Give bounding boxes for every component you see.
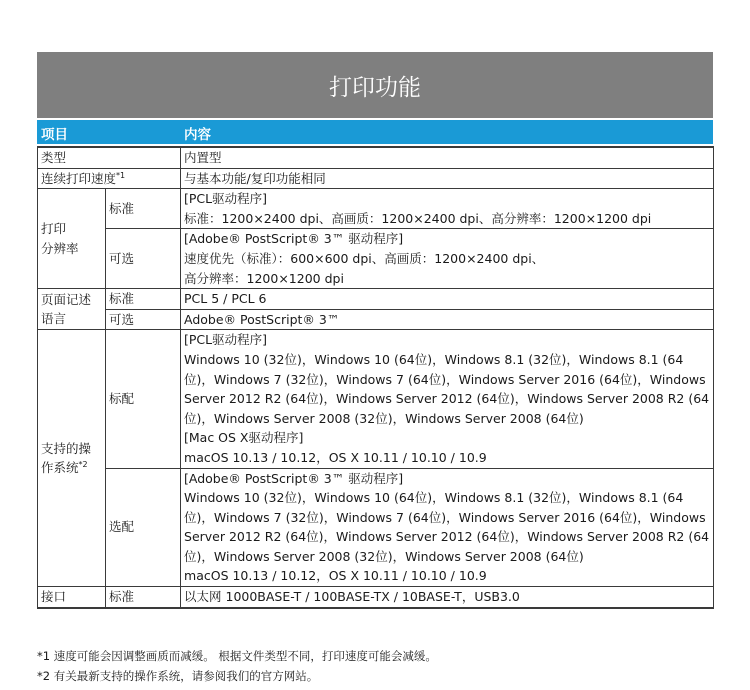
table-row-pdl-standard bbox=[38, 289, 714, 310]
sub-label-resolution-optional: 可选 bbox=[106, 229, 181, 289]
table-row-interface bbox=[38, 587, 714, 608]
row-label-resolution: 打印 分辨率 bbox=[38, 189, 106, 289]
table-row-resolution-standard bbox=[38, 189, 714, 229]
row-value-pdl-standard: PCL 5 / PCL 6 bbox=[181, 289, 714, 310]
row-value-resolution-optional: [Adobe® PostScript® 3™ 驱动程序] 速度优先（标准）：600×600 dpi、高画质：1200×2400 dpi、 高分辨率：1200×1200 dpi bbox=[181, 229, 714, 289]
table-row-type bbox=[38, 147, 714, 168]
table-row-resolution-optional bbox=[38, 229, 714, 289]
sub-label-os-standard: 标配 bbox=[106, 330, 181, 468]
row-label-pdl: 页面记述 语言 bbox=[38, 289, 106, 330]
row-label-os: 支持的操 作系统$^{*2}$ bbox=[38, 330, 106, 587]
row-value-os-optional: [Adobe® PostScript® 3™ 驱动程序] Windows 10 (32位)，Windows 10 (64位)，Windows 8.1 (32位)，Windows 8.1 (64位)，Windows 7 (32位)，Windows 7 (64位)，Windows Server 2016 (64位)，Windows Server 2012 R2 (64位)，Windows Server 2012 (64位)，Windows Server 2008 R2 (64位)，Windows Server 2008 (32位)，Windows Server 2008 (64位) macOS 10.13 / 10.12，OS X 10.11 / 10.10 / 10.9 bbox=[181, 468, 714, 587]
table-row-os-optional bbox=[38, 468, 714, 587]
table-row-os-standard bbox=[38, 330, 714, 468]
table-row-speed bbox=[38, 168, 714, 189]
page-title bbox=[37, 52, 713, 118]
sub-label-os-optional: 选配 bbox=[106, 468, 181, 587]
row-value-os-standard: [PCL驱动程序] Windows 10 (32位)，Windows 10 (64位)，Windows 8.1 (32位)，Windows 8.1 (64位)，Windows 7 (32位)，Windows 7 (64位)，Windows Server 2016 (64位)，Windows Server 2012 R2 (64位)，Windows Server 2012 (64位)，Windows Server 2008 R2 (64位)，Windows Server 2008 (32位)，Windows Server 2008 (64位) [Mac OS X驱动程序] macOS 10.13 / 10.12，OS X 10.11 / 10.10 / 10.9 bbox=[181, 330, 714, 468]
spec-table bbox=[37, 146, 714, 609]
row-value-resolution-standard: [PCL驱动程序] 标准：1200×2400 dpi、高画质：1200×2400 dpi、高分辨率：1200×1200 dpi bbox=[181, 189, 714, 229]
sub-label-resolution-standard: 标准 bbox=[106, 189, 181, 229]
row-value-type: 内置型 bbox=[181, 147, 714, 168]
header-content: 内容 bbox=[184, 127, 211, 143]
row-label-type: 类型 bbox=[38, 147, 181, 168]
footnote-mark-2: *2 bbox=[78, 460, 88, 470]
row-value-interface: 以太网 1000BASE-T / 100BASE-TX / 10BASE-T，USB3.0 bbox=[181, 587, 714, 608]
row-label-interface: 接口 bbox=[38, 587, 106, 608]
header-item: 项目 bbox=[41, 127, 68, 143]
row-value-pdl-optional: Adobe® PostScript® 3™ bbox=[181, 309, 714, 330]
table-header bbox=[37, 120, 713, 144]
table-row-pdl-optional bbox=[38, 309, 714, 330]
row-label-speed: 连续打印速度$^{*1}$ bbox=[38, 168, 181, 189]
row-value-speed: 与基本功能/复印功能相同 bbox=[181, 168, 714, 189]
sub-label-interface: 标准 bbox=[106, 587, 181, 608]
footnote-1: *1 速度可能会因调整画质而减缓。 根据文件类型不同，打印速度可能会减缓。 bbox=[37, 649, 437, 663]
footnote-2: *2 有关最新支持的操作系统，请参阅我们的官方网站。 bbox=[37, 669, 319, 683]
sub-label-pdl-optional: 可选 bbox=[106, 309, 181, 330]
footnotes bbox=[37, 646, 437, 686]
sub-label-pdl-standard: 标准 bbox=[106, 289, 181, 310]
page-title-text: 打印功能 bbox=[329, 74, 421, 101]
footnote-mark-1: *1 bbox=[116, 170, 126, 180]
